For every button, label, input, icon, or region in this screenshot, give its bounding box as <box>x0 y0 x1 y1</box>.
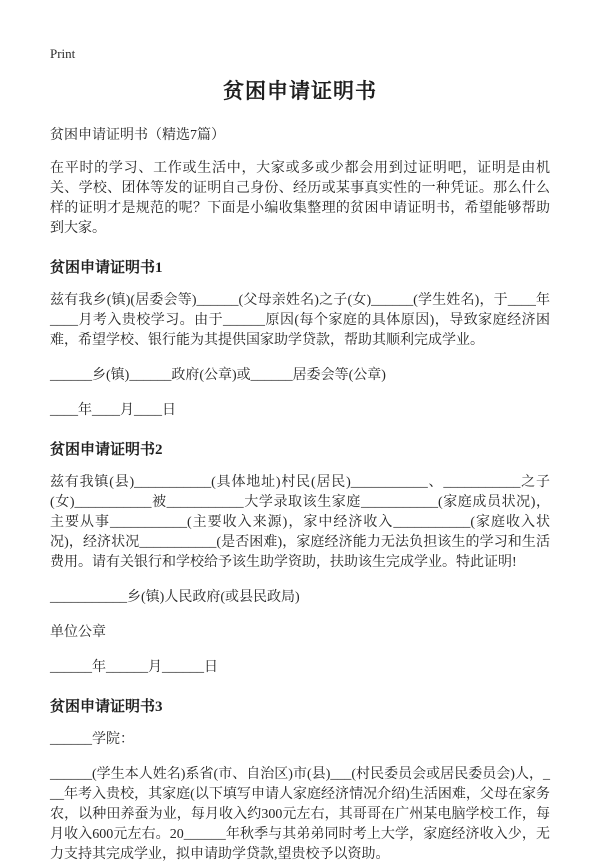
salutation-line: ______学院： <box>50 732 134 748</box>
intro-paragraph: 在平时的学习、工作或生活中，大家或多或少都会用到过证明吧，证明是由机关、学校、团体等发的证明自己身份、经历或某事真实性的一种凭证。那么什么样的证明才是规范的呢？下面是小编收集整理的贫困申请证明书，希望能够帮助到大家。 <box>50 161 550 237</box>
signature-line: ______乡(镇)______政府(公章)或______居委会等(公章) <box>50 368 386 384</box>
section-heading: 贫困申请证明书3 <box>50 699 163 716</box>
section-body-paragraph: 兹有我镇(县)___________(具体地址)村民(居民)___________、___________之子(女)___________被___________大学录取该生家庭___________(家庭成员状况)，主要从事___________(主要收入来源)，家中经济收入___________(家庭收入状况)，经济状况___________(是否困难)，家庭经济能力无法负担该生的学习和生活费用。请有关银行和学校给予该生助学资助，扶助该生完成学业。特此证明! <box>50 475 550 571</box>
section-body-paragraph: ______(学生本人姓名)系省(市、自治区)市(县)___(村民委员会或居民委员会)人，___年考入贵校，其家庭(以下填写申请人家庭经济情况介绍)生活困难，父母在家务农，以种田养蚕为业，每月收入约300元左右，其哥哥在广州某电脑学校工作，每月收入600元左右。20______年秋季与其弟弟同时考上大学，家庭经济收入少，无力支持其完成学业，拟申请助学贷款,望贵校予以资助。 <box>50 767 550 863</box>
certificate-section-1 <box>50 256 550 421</box>
section-body-paragraph: 兹有我乡(镇)(居委会等)______(父母亲姓名)之子(女)______(学生姓名)，于____年____月考入贵校学习。由于______原因(每个家庭的具体原因)，导致家庭经济困难，希望学校、银行能为其提供国家助学贷款，帮助其顺利完成学业。 <box>50 293 550 349</box>
certificate-section-2 <box>50 438 550 678</box>
page-subtitle: 贫困申请证明书（精选7篇） <box>50 128 225 143</box>
seal-line: 单位公章 <box>50 625 106 641</box>
certificate-section-3 <box>50 695 550 865</box>
date-line: ____年____月____日 <box>50 403 176 419</box>
section-heading: 贫困申请证明书1 <box>50 260 163 277</box>
signature-line: ___________乡(镇)人民政府(或县民政局) <box>50 590 300 606</box>
print-button[interactable]: Print <box>50 46 76 61</box>
date-line: ______年______月______日 <box>50 660 218 676</box>
page-title: 贫困申请证明书 <box>223 79 377 103</box>
section-heading: 贫困申请证明书2 <box>50 442 163 459</box>
